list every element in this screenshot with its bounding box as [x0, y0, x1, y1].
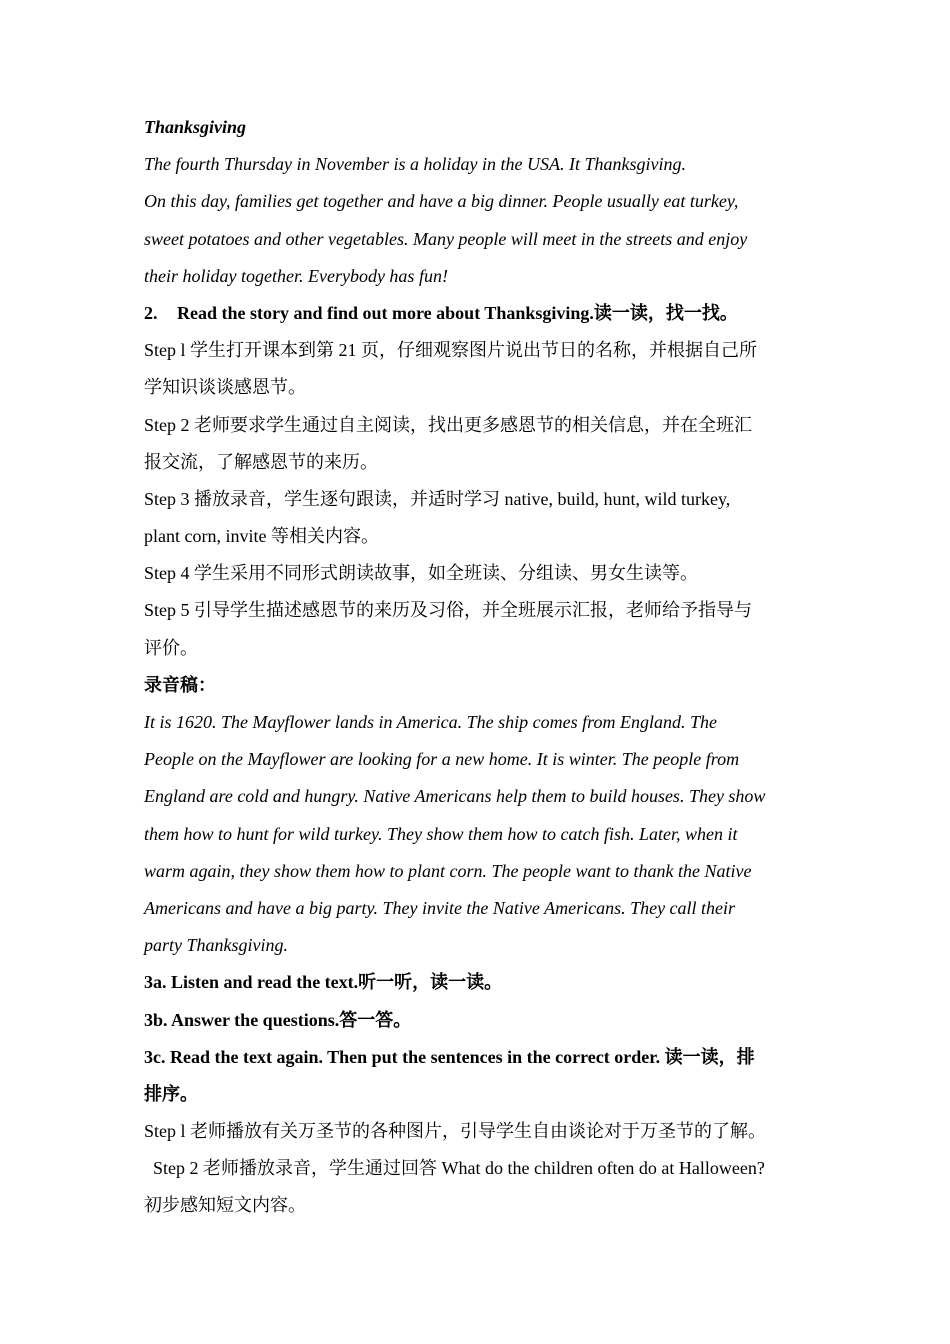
step-line: Step 2 老师播放录音，学生通过回答 What do the children often do at Halloween? — [153, 1158, 765, 1179]
section-2-heading — [144, 295, 814, 332]
script-line: People on the Mayflower are looking for a new home. It is winter. The people from — [144, 749, 740, 770]
heading-3b: 3b. Answer the questions.答一答。 — [144, 1009, 412, 1030]
step-line: Step 4 学生采用不同形式朗读故事，如全班读、分组读、男女生读等。 — [144, 563, 698, 584]
intro-line: sweet potatoes and other vegetables. Many people will meet in the streets and enjoy — [144, 228, 748, 249]
step-line: Step 5 引导学生描述感恩节的来历及习俗，并全班展示汇报，老师给予指导与 — [144, 600, 752, 621]
step-line: 报交流，了解感恩节的来历。 — [144, 451, 378, 472]
intro-line: On this day, families get together and have a big dinner. People usually eat turkey, — [144, 191, 739, 212]
intro-line: The fourth Thursday in November is a holiday in the USA. It Thanksgiving. — [144, 154, 686, 175]
step-line: 初步感知短文内容。 — [144, 1195, 306, 1216]
step-line: plant corn, invite 等相关内容。 — [144, 526, 379, 547]
section-number: 2. — [144, 302, 158, 323]
script-line: It is 1620. The Mayflower lands in America. The ship comes from England. The — [144, 712, 717, 732]
script-line: warm again, they show them how to plant corn. The people want to thank the Native — [144, 860, 752, 881]
heading-3a: 3a. Listen and read the text.听一听，读一读。 — [144, 972, 503, 993]
script-line: England are cold and hungry. Native Americans help them to build houses. They show — [144, 786, 766, 807]
document-title: Thanksgiving — [144, 117, 247, 137]
step-line: Step l 学生打开课本到第 21 页，仔细观察图片说出节日的名称，并根据自己所 — [144, 340, 757, 361]
step-line: Step 2 老师要求学生通过自主阅读，找出更多感恩节的相关信息，并在全班汇 — [144, 414, 752, 435]
script-line: Americans and have a big party. They invite the Native Americans. They call their — [144, 897, 736, 918]
heading-3c-cont: 排序。 — [144, 1083, 198, 1104]
step-line: Step l 老师播放有关万圣节的各种图片，引导学生自由谈论对于万圣节的了解。 — [144, 1121, 766, 1142]
script-line: them how to hunt for wild turkey. They show them how to catch fish. Later, when it — [144, 823, 738, 844]
intro-line: their holiday together. Everybody has fun! — [144, 265, 448, 286]
step-line: 学知识谈谈感恩节。 — [144, 377, 306, 398]
script-label: 录音稿： — [144, 674, 216, 695]
script-line: party Thanksgiving. — [144, 935, 288, 956]
step-line: 评价。 — [144, 637, 198, 658]
document-page — [144, 109, 814, 1225]
heading-3c: 3c. Read the text again. Then put the sentences in the correct order. 读一读，排 — [144, 1046, 755, 1067]
step-line: Step 3 播放录音，学生逐句跟读，并适时学习 native, build, hunt, wild turkey, — [144, 488, 731, 509]
section-heading-text: Read the story and find out more about Thanksgiving.读一读，找一找。 — [177, 302, 738, 323]
